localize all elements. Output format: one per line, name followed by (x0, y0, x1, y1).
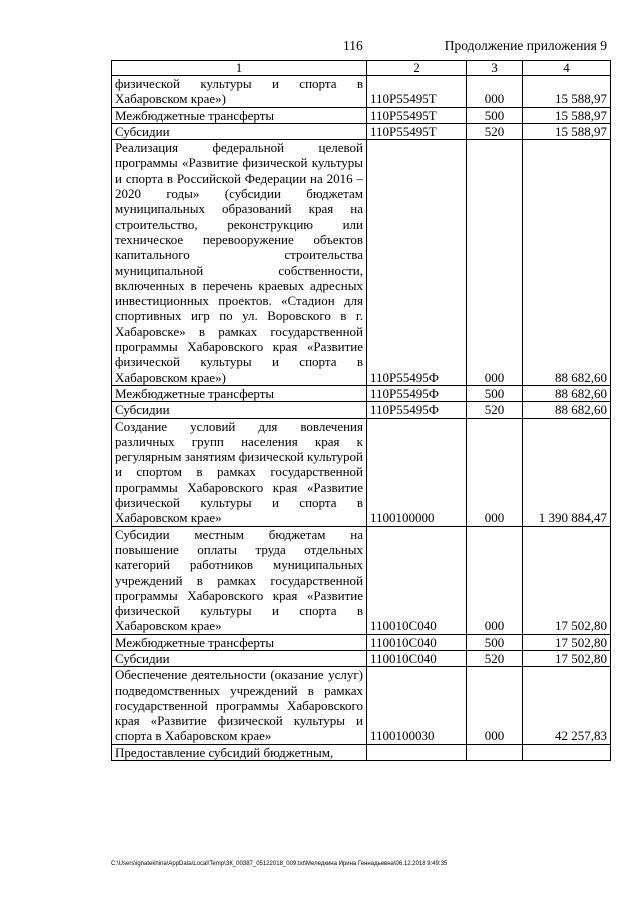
budget-table (111, 60, 611, 761)
document-footer-path: C:\Users\ignatekhina\AppData\Local\Temp\ЗК_00387_05122018_009.txt\Меледкина Ирина Геннадьевна\06.12.2018 9:49:35 (111, 861, 448, 867)
table-row (112, 123, 611, 139)
table-row (112, 402, 611, 418)
row-target-code (367, 744, 467, 760)
row-expense-type: 500 (467, 634, 523, 650)
row-target-code: 110P55495Т (367, 107, 467, 123)
continuation-label: Продолжение приложения 9 (444, 38, 607, 53)
row-expense-type: 000 (467, 76, 523, 108)
row-description: Межбюджетные трансферты (112, 385, 367, 401)
table-row (112, 385, 611, 401)
row-amount: 1 390 884,47 (523, 418, 611, 526)
row-target-code: 110P55495Ф (367, 402, 467, 418)
row-expense-type (467, 744, 523, 760)
row-description: Субсидии местным бюджетам на повышение оплаты труда отдельных категорий работников муниципальных учреждений в рамках государственной программы Хабаровского края «Развитие физической культуры и спорта в Хабаровском крае» (112, 526, 367, 634)
row-description: Межбюджетные трансферты (112, 634, 367, 650)
table-row (112, 526, 611, 634)
row-description: Субсидии (112, 402, 367, 418)
row-description: Реализация федеральной целевой программы «Развитие физической культуры и спорта в Российской Федерации на 2016 – 2020 годы» (субсидии бюджетам муниципальных образований края на строительство, реконструкцию или техническое перевооружение объектов капитального строительства муниципальной собственности, включенных в перечень краевых адресных инвестиционных проектов. «Стадион для спортивных игр по ул. Воровского в г. Хабаровске» в рамках государственной программы Хабаровского края «Развитие физической культуры и спорта в Хабаровском крае») (112, 140, 367, 386)
table-row (112, 107, 611, 123)
row-amount: 15 588,97 (523, 76, 611, 108)
table-row (112, 140, 611, 386)
table-row (112, 418, 611, 526)
row-expense-type: 500 (467, 385, 523, 401)
row-expense-type: 520 (467, 123, 523, 139)
row-expense-type: 500 (467, 107, 523, 123)
row-target-code: 110010С040 (367, 650, 467, 666)
table-row (112, 667, 611, 744)
row-description: Обеспечение деятельности (оказание услуг) подведомственных учреждений в рамках государственной программы Хабаровского края «Развитие физической культуры и спорта в Хабаровском крае» (112, 667, 367, 744)
row-amount: 42 257,83 (523, 667, 611, 744)
row-amount: 15 588,97 (523, 107, 611, 123)
row-expense-type: 520 (467, 402, 523, 418)
row-description: Создание условий для вовлечения различных групп населения края к регулярным занятиям физической культурой и спортом в рамках государственной программы Хабаровского края «Развитие физической культуры и спорта в Хабаровском крае» (112, 418, 367, 526)
row-expense-type: 520 (467, 650, 523, 666)
row-description: Межбюджетные трансферты (112, 107, 367, 123)
column-header-3: 3 (467, 61, 523, 76)
row-description: физической культуры и спорта в Хабаровском крае») (112, 76, 367, 108)
table-row (112, 76, 611, 108)
row-target-code: 110P55495Т (367, 76, 467, 108)
row-expense-type: 000 (467, 418, 523, 526)
page-number: 116 (343, 38, 363, 53)
row-amount: 17 502,80 (523, 526, 611, 634)
row-target-code: 1100100030 (367, 667, 467, 744)
row-expense-type: 000 (467, 526, 523, 634)
row-description: Предоставление субсидий бюджетным, (112, 744, 367, 760)
table-row (112, 634, 611, 650)
row-target-code: 110P55495Ф (367, 385, 467, 401)
row-amount: 88 682,60 (523, 140, 611, 386)
row-amount: 88 682,60 (523, 402, 611, 418)
header-row (112, 61, 611, 76)
row-amount: 15 588,97 (523, 123, 611, 139)
row-expense-type: 000 (467, 140, 523, 386)
row-amount: 88 682,60 (523, 385, 611, 401)
row-description: Субсидии (112, 123, 367, 139)
row-amount (523, 744, 611, 760)
row-amount: 17 502,80 (523, 650, 611, 666)
row-description: Субсидии (112, 650, 367, 666)
row-target-code: 110010С040 (367, 634, 467, 650)
row-amount: 17 502,80 (523, 634, 611, 650)
table-row (112, 744, 611, 760)
column-header-4: 4 (523, 61, 611, 76)
row-target-code: 110P55495Ф (367, 140, 467, 386)
row-target-code: 1100100000 (367, 418, 467, 526)
row-expense-type: 000 (467, 667, 523, 744)
column-header-1: 1 (112, 61, 367, 76)
column-header-2: 2 (367, 61, 467, 76)
row-target-code: 110010С040 (367, 526, 467, 634)
row-target-code: 110P55495Т (367, 123, 467, 139)
table-row (112, 650, 611, 666)
